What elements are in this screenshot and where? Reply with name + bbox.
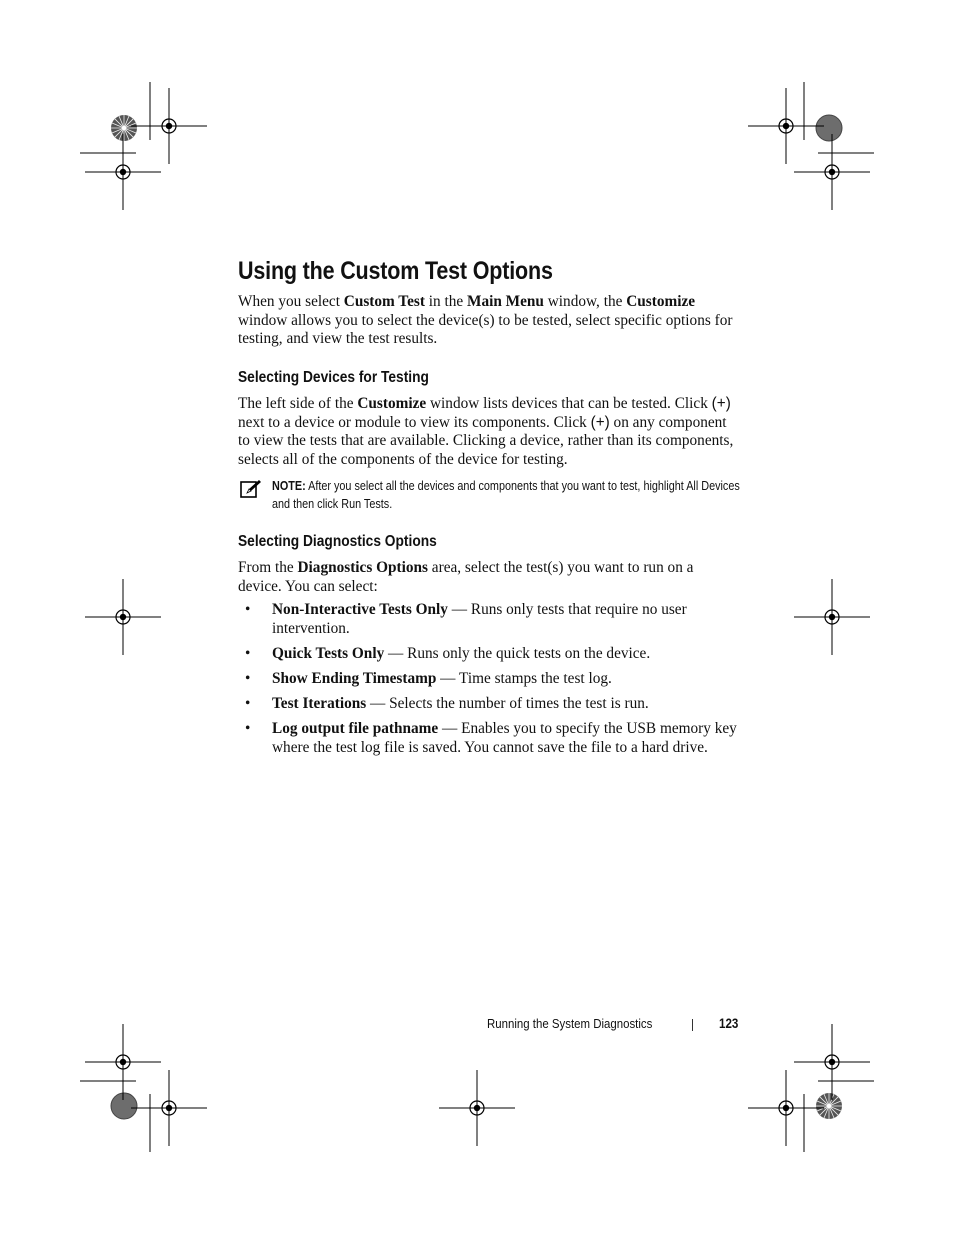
list-item: • Non-Interactive Tests Only — Runs only tests that require no user intervention. [245, 601, 687, 637]
page-number: 123 [719, 1016, 739, 1031]
devices-paragraph: The left side of the Customize window lists devices that can be tested. Click (+) next to a device or module to view its components. Click (+) on any component to view the tests that are available. Clicking a device, rather than its components, selects all of the components of the device for testing. [238, 395, 734, 468]
registration-mark [85, 134, 161, 210]
registration-mark [439, 1070, 515, 1146]
intro-paragraph: When you select Custom Test in the Main Menu window, the Customize window allows you to select the device(s) to be tested, select specific options for testing, and view the test results. [238, 293, 733, 348]
list-item: • Quick Tests Only — Runs only the quick tests on the device. [245, 644, 651, 662]
registration-mark [794, 1024, 870, 1100]
registration-mark [85, 579, 161, 655]
list-item: • Test Iterations — Selects the number of times the test is run. [245, 695, 649, 713]
grey-circle-mark [816, 115, 842, 141]
grey-circle-mark [111, 1093, 137, 1119]
starburst-mark [816, 1093, 842, 1119]
note-pencil-icon [240, 479, 262, 499]
registration-mark [748, 88, 824, 164]
section-heading-diagnostics: Selecting Diagnostics Options [238, 533, 437, 550]
footer-divider [692, 1019, 693, 1031]
registration-mark [794, 134, 870, 210]
registration-mark [748, 1070, 824, 1146]
starburst-mark [111, 115, 137, 141]
options-list [238, 601, 738, 764]
footer-section-title: Running the System Diagnostics [487, 1016, 653, 1031]
registration-mark [85, 1024, 161, 1100]
diagnostics-paragraph: From the Diagnostics Options area, select the test(s) you want to run on a device. You can select: [238, 559, 694, 595]
list-item: • Log output file pathname — Enables you to specify the USB memory key where the test log file is saved. You cannot save the file to a hard drive. [245, 720, 737, 756]
list-item: • Show Ending Timestamp — Time stamps the test log. [245, 669, 612, 687]
registration-mark [131, 88, 207, 164]
registration-mark [794, 579, 870, 655]
registration-mark [131, 1070, 207, 1146]
section-heading-devices: Selecting Devices for Testing [238, 369, 429, 386]
note-text: NOTE: After you select all the devices and components that you want to test, highlight All Devices and then click Run Tests. [272, 479, 740, 511]
page-title: Using the Custom Test Options [238, 257, 553, 285]
